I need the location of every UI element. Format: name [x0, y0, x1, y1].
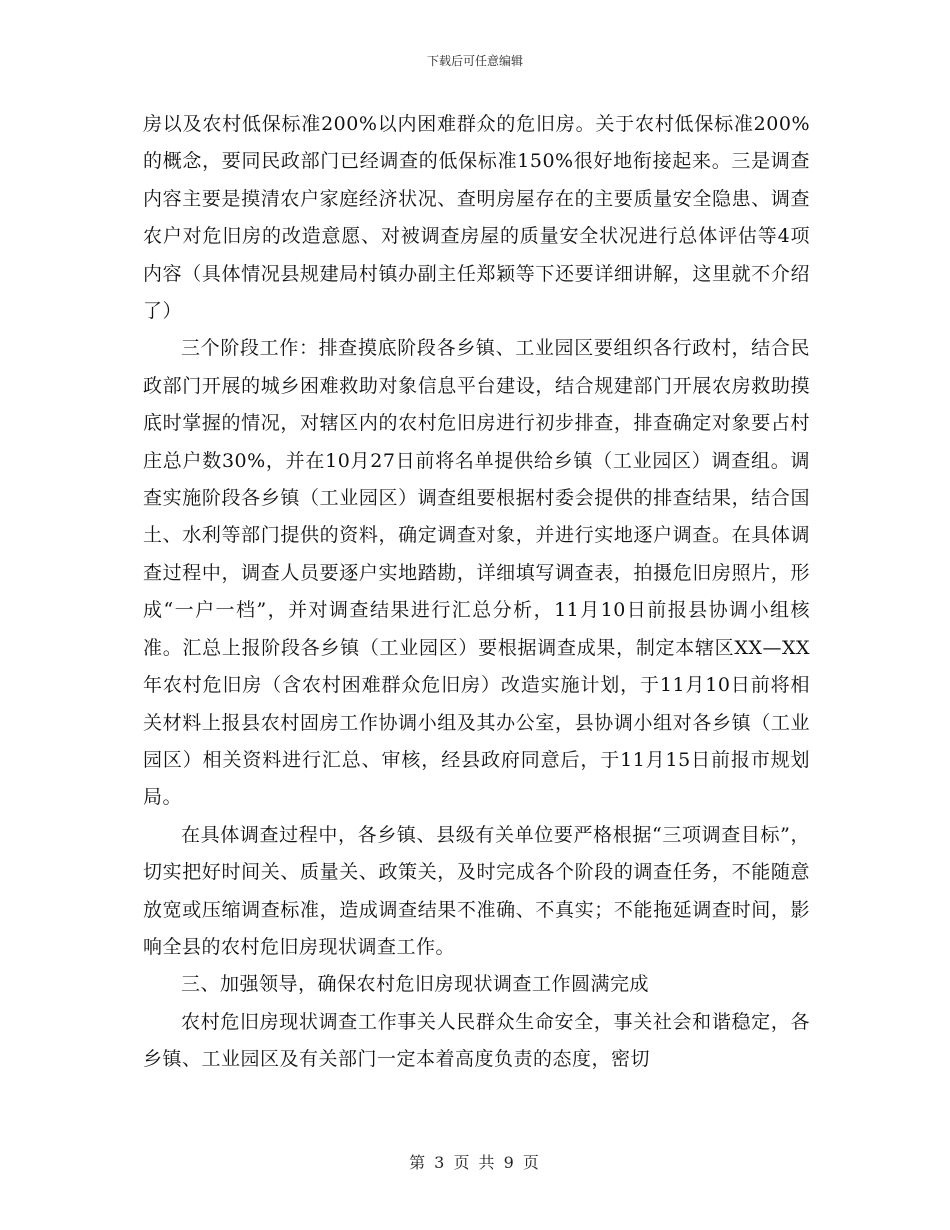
page-header: 下载后可任意编辑	[426, 54, 523, 68]
page-number: 第 3 页 共 9 页	[409, 1153, 541, 1172]
section-heading-leadership: 三、加强领导，确保农村危旧房现状调查工作圆满完成	[181, 973, 650, 996]
paragraph-three-stages: 三个阶段工作：排查摸底阶段各乡镇、工业园区要组织各行政村，结合民政部门开展的城乡困难救助对象信息平台建设，结合规建部门开展农房救助摸底时掌握的情况，对辖区内的农村危旧房进行初步排查，排查确定对象要占村庄总户数30%，并在10月27日前将名单提供给乡镇（工业园区）调查组。调查实施阶段各乡镇（工业园区）调查组要根据村委会提供的排查结果，结合国土、水利等部门提供的资料，确定调查对象，并进行实地逐户调查。在具体调查过程中，调查人员要逐户实地踏勘，详细填写调查表，拍摄危旧房照片，形成“一户一档”，并对调查结果进行汇总分析，11月10日前报县协调小组核准。汇总上报阶段各乡镇（工业园区）要根据调查成果，制定本辖区XX—XX年农村危旧房（含农村困难群众危旧房）改造实施计划，于11月10日前将相关材料上报县农村固房工作协调小组及其办公室，县协调小组对各乡镇（工业园区）相关资料进行汇总、审核，经县政府同意后，于11月15日前报市规划局。	[143, 337, 810, 809]
paragraph-continuation: 房以及农村低保标准200%以内困难群众的危旧房。关于农村低保标准200%的概念，要同民政部门已经调查的低保标准150%很好地衔接起来。三是调查内容主要是摸清农户家庭经济状况、查明房屋存在的主要质量安全隐患、调查农户对危旧房的改造意愿、对被调查房屋的质量安全状况进行总体评估等4项内容（具体情况县规建局村镇办副主任郑颖等下还要详细讲解，这里就不介绍了）	[143, 113, 810, 323]
document-body	[143, 106, 810, 1079]
paragraph-survey-requirements: 在具体调查过程中，各乡镇、县级有关单位要严格根据“三项调查目标”，切实把好时间关、质量关、政策关，及时完成各个阶段的调查任务，不能随意放宽或压缩调查标准，造成调查结果不准确、不真实；不能拖延调查时间，影响全县的农村危旧房现状调查工作。	[143, 823, 810, 958]
paragraph-leadership: 农村危旧房现状调查工作事关人民群众生命安全，事关社会和谐稳定，各乡镇、工业园区及有关部门一定本着高度负责的态度，密切	[143, 1010, 810, 1071]
